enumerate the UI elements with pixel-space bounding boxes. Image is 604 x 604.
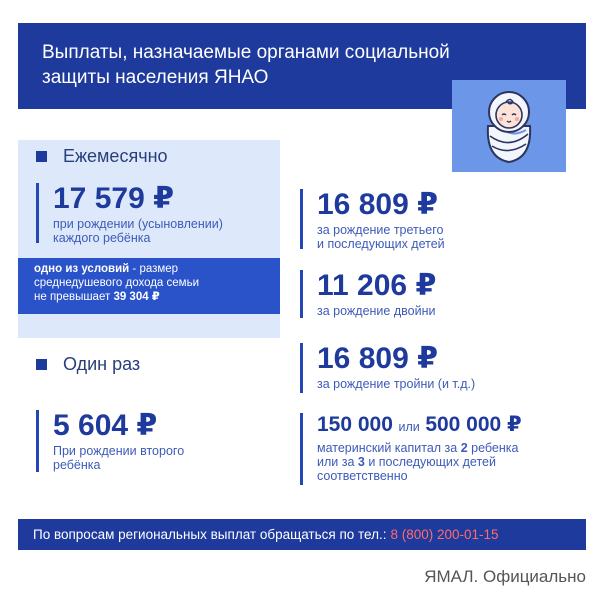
once-amount: 5 604 ₽	[53, 409, 158, 442]
square-bullet-icon	[36, 359, 47, 370]
monthly-section-title: Ежемесячно	[36, 146, 168, 167]
swaddled-baby-icon	[482, 88, 536, 164]
once-amount-block	[36, 410, 184, 472]
contact-text: По вопросам региональных выплат обращаться по тел.:	[33, 527, 387, 542]
monthly-amount: 17 579 ₽	[53, 182, 174, 215]
twins-amount: 11 206 ₽	[317, 269, 437, 302]
income-condition-box: одно из условий - размер среднедушевого дохода семьи не превышает 39 304 ₽	[18, 258, 280, 314]
maternity-capital-amounts: 150 000 или 500 000 ₽	[317, 413, 522, 436]
once-section-title: Один раз	[36, 354, 140, 375]
monthly-amount-block	[36, 183, 223, 243]
triplets-description: за рождение тройни (и т.д.)	[317, 377, 476, 391]
once-description: При рождении второго ребёнка	[53, 444, 185, 472]
third-child-description: за рождение третьего и последующих детей	[317, 223, 445, 251]
third-child-amount-block	[300, 189, 445, 249]
maternity-capital-description: материнский капитал за 2 ребенка или за 3 и последующих детей соответственно	[317, 441, 519, 483]
phone-number-link[interactable]: 8 (800) 200-01-15	[390, 527, 499, 542]
triplets-amount: 16 809 ₽	[317, 342, 438, 375]
square-bullet-icon	[36, 151, 47, 162]
page-title: Выплаты, назначаемые органами социальной защиты населения ЯНАО	[42, 42, 450, 88]
baby-illustration-card	[452, 80, 566, 172]
brand-caption: ЯМАЛ. Официально	[424, 567, 586, 586]
twins-amount-block	[300, 270, 436, 318]
third-child-amount: 16 809 ₽	[317, 188, 438, 221]
maternity-capital-block	[300, 413, 522, 485]
triplets-amount-block	[300, 343, 475, 393]
contact-footer-bar	[18, 519, 586, 550]
twins-description: за рождение двойни	[317, 304, 436, 318]
monthly-description: при рождении (усыновлении) каждого ребёнка	[53, 217, 223, 245]
